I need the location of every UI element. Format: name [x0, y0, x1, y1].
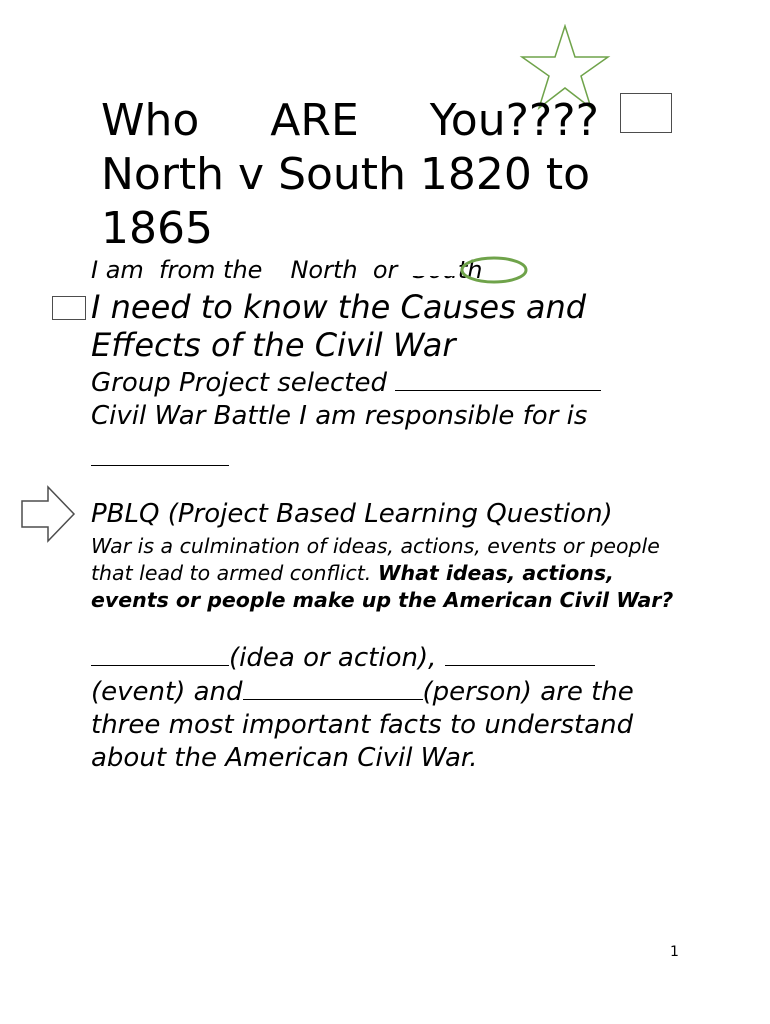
- or-word: or: [372, 256, 398, 284]
- war-question-bold: What ideas, actions, events or people make up the American Civil War?: [91, 561, 674, 612]
- pblq-heading: PBLQ (Project Based Learning Question): [91, 499, 613, 529]
- battle-blank[interactable]: [91, 441, 229, 466]
- person-label: (person) are the three most important facts to understand about the American Civil War.: [91, 677, 634, 773]
- event-blank-1[interactable]: [445, 641, 595, 666]
- war-definition: [91, 533, 691, 614]
- group-section: [91, 366, 651, 475]
- causes-effects-text: I need to know the Causes and Effects of the Civil War: [91, 288, 587, 364]
- idea-label: (idea or action),: [229, 643, 437, 673]
- title-line-3: 1865: [101, 203, 213, 254]
- south-visible-tail: th: [457, 256, 483, 284]
- facts-statement: [91, 641, 691, 775]
- from-prefix: I am from the: [91, 256, 263, 284]
- title-word-you: You????: [429, 95, 599, 146]
- title-line-2: North v South 1820 to: [101, 149, 591, 200]
- page-title: [101, 94, 621, 256]
- page-number: 1: [670, 944, 679, 960]
- event-label: (event) and: [91, 677, 243, 707]
- checkbox-square-left[interactable]: [52, 296, 86, 320]
- green-oval-circle: [458, 253, 532, 287]
- title-word-who: Who: [101, 95, 200, 146]
- group-project-label: Group Project selected: [91, 368, 387, 398]
- from-line: [91, 256, 482, 284]
- title-word-are: ARE: [270, 95, 359, 146]
- idea-blank[interactable]: [91, 641, 229, 666]
- north-option: North: [290, 256, 358, 284]
- war-plain-text: War is a culmination of ideas, actions, events or people that lead to armed conflict.: [91, 534, 660, 585]
- battle-label: Civil War Battle I am responsible for is: [91, 401, 588, 431]
- person-blank[interactable]: [243, 675, 423, 700]
- checkbox-square-top[interactable]: [620, 93, 672, 133]
- group-project-blank[interactable]: [395, 366, 601, 391]
- right-arrow-icon: [20, 485, 78, 545]
